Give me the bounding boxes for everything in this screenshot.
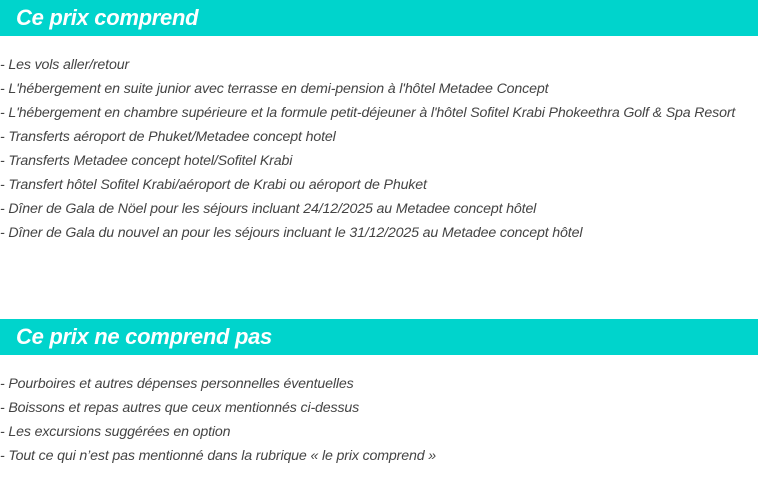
excluded-items-list (0, 372, 436, 468)
included-item: - Transfert hôtel Sofitel Krabi/aéroport de Krabi ou aéroport de Phuket (0, 177, 427, 193)
included-section-header (0, 0, 758, 36)
excluded-item: - Pourboires et autres dépenses personnelles éventuelles (0, 376, 354, 392)
included-item: - L'hébergement en chambre supérieure et la formule petit-déjeuner à l'hôtel Sofitel Krabi Phokeethra Golf & Spa Resort (0, 105, 736, 121)
included-item: - L'hébergement en suite junior avec terrasse en demi-pension à l'hôtel Metadee Concept (0, 81, 549, 97)
included-section-title: Ce prix comprend (16, 5, 199, 30)
excluded-item: - Boissons et repas autres que ceux mentionnés ci-dessus (0, 400, 360, 416)
included-item: - Dîner de Gala de Nöel pour les séjours incluant 24/12/2025 au Metadee concept hôtel (0, 201, 537, 217)
included-item: - Transferts aéroport de Phuket/Metadee concept hotel (0, 129, 336, 145)
included-items-list (0, 53, 735, 245)
excluded-item: - Les excursions suggérées en option (0, 424, 231, 440)
excluded-item: - Tout ce qui n’est pas mentionné dans la rubrique « le prix comprend » (0, 448, 436, 464)
excluded-section-header (0, 319, 758, 355)
excluded-section-title: Ce prix ne comprend pas (16, 324, 272, 349)
included-item: - Dîner de Gala du nouvel an pour les séjours incluant le 31/12/2025 au Metadee concept hôtel (0, 225, 583, 241)
included-item: - Les vols aller/retour (0, 57, 130, 73)
included-item: - Transferts Metadee concept hotel/Sofitel Krabi (0, 153, 293, 169)
